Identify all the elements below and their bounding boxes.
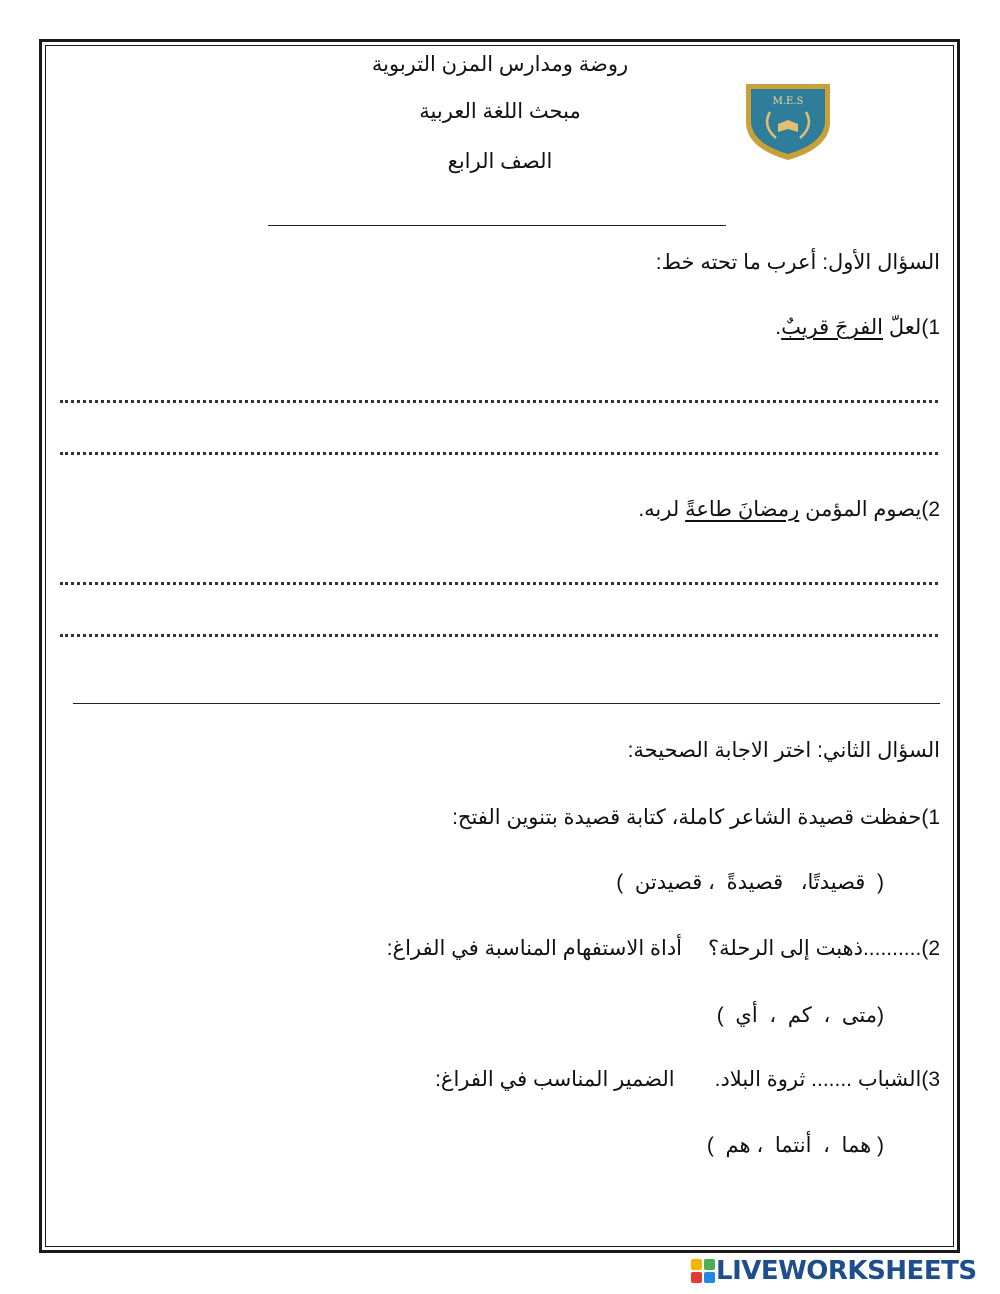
answer-line[interactable] (60, 634, 938, 637)
liveworksheets-logo[interactable] (690, 1254, 990, 1288)
question-1-title: السؤال الأول: أعرب ما تحته خط: (655, 251, 940, 274)
school-logo-icon (742, 80, 834, 162)
item-number: 3) (921, 1068, 940, 1091)
options-item-2[interactable]: (متى ، كم ، أي ) (716, 1004, 884, 1027)
liveworksheets-icon (690, 1258, 716, 1284)
question-1-item-2: 2)يصوم المؤمن رمضانَ طاعةً لربه. (638, 498, 940, 521)
question-2-title: السؤال الثاني: اختر الاجابة الصحيحة: (627, 739, 940, 762)
item-number: 2) (921, 498, 940, 521)
section-divider (73, 703, 940, 704)
logo-text: M.E.S (772, 96, 804, 107)
grade-title: الصف الرابع (447, 150, 553, 173)
answer-line[interactable] (60, 582, 938, 585)
school-name: روضة ومدارس المزن التربوية (371, 53, 629, 76)
liveworksheets-brand: LIVEWORKSHEETS (716, 1256, 977, 1286)
underlined-phrase: رمضانَ طاعةً (685, 498, 800, 521)
question-2-item-2: 2)..........ذهبت إلى الرحلة؟أداة الاستفهام المناسبة في الفراغ: (386, 937, 940, 960)
options-item-1[interactable]: ( قصيدتًا، قصيدةً ، قصيدتن ) (616, 871, 884, 894)
header-divider (268, 225, 726, 226)
question-1-item-1: 1)لعلّ الفرجَ قريبٌ. (775, 316, 940, 339)
item-hint: أداة الاستفهام المناسبة في الفراغ: (386, 937, 683, 960)
question-2-item-1: 1)حفظت قصيدة الشاعر كاملة، كتابة قصيدة بتنوين الفتح: (452, 806, 940, 829)
options-item-3[interactable]: ( هما ، أنتما ، هم ) (706, 1134, 884, 1157)
item-number: 2) (921, 937, 940, 960)
question-2-item-3: 3)الشباب ....... ثروة البلاد.الضمير المناسب في الفراغ: (435, 1068, 940, 1091)
item-hint: الضمير المناسب في الفراغ: (435, 1068, 675, 1091)
answer-line[interactable] (60, 400, 938, 403)
subject-title: مبحث اللغة العربية (419, 100, 581, 123)
item-number: 1) (921, 316, 940, 339)
answer-line[interactable] (60, 452, 938, 455)
item-number: 1) (921, 806, 940, 829)
underlined-phrase: الفرجَ قريبٌ (781, 316, 884, 339)
